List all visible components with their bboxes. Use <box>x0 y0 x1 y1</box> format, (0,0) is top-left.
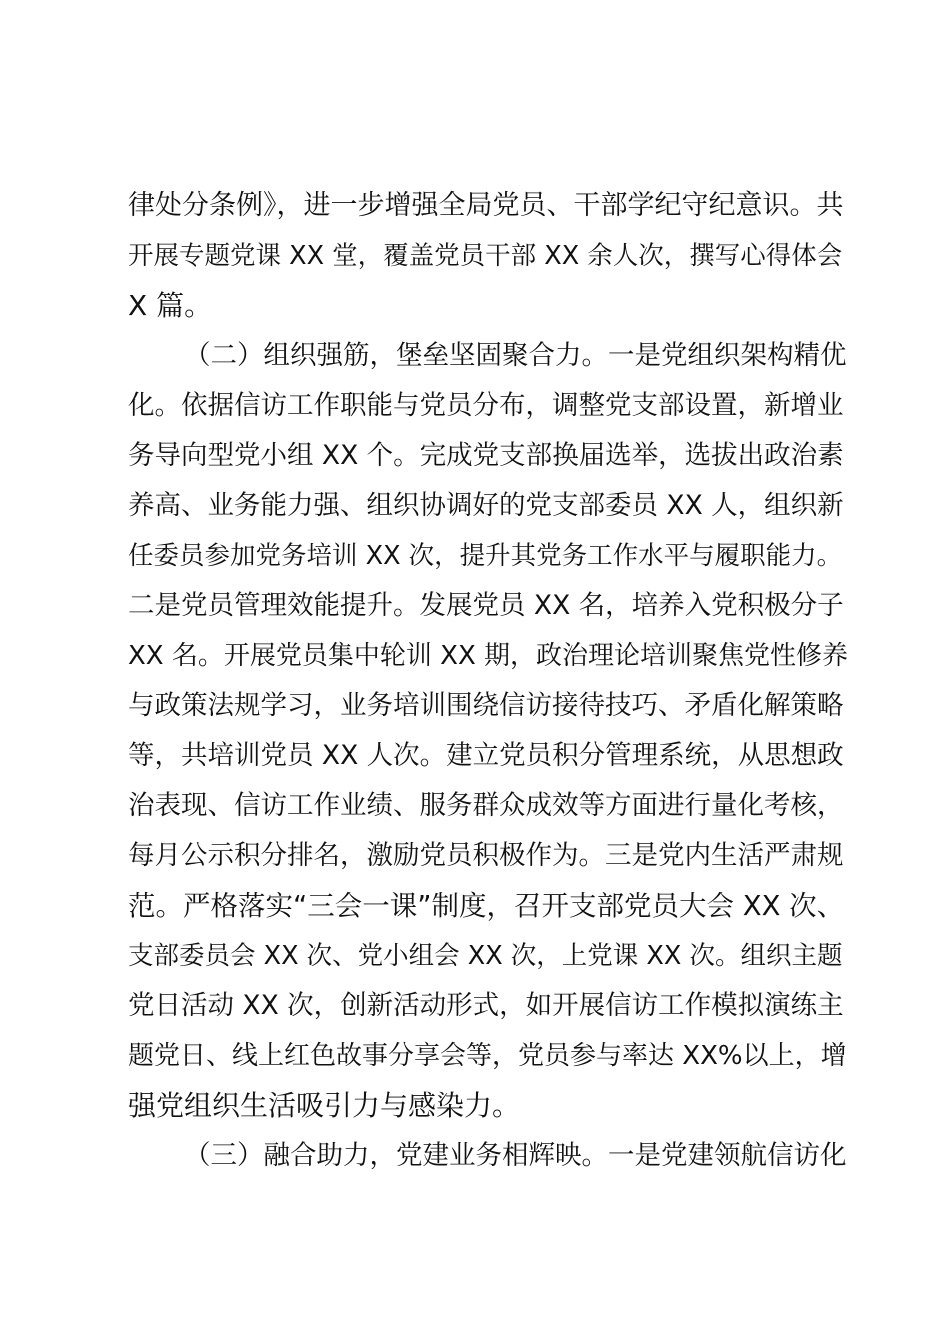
text-line: 养高、业务能力强、组织协调好的党支部委员 XX 人，组织新 <box>128 490 844 521</box>
text-line: 等，共培训党员 XX 人次。建立党员积分管理系统，从思想政 <box>128 740 844 771</box>
text-line: 支部委员会 XX 次、党小组会 XX 次，上党课 XX 次。组织主题 <box>128 941 843 971</box>
section-heading-line: （三）融合助力，党建业务相辉映。一是党建领航信访化 <box>184 1140 847 1171</box>
text-line: 强党组织生活吸引力与感染力。 <box>128 1089 521 1122</box>
text-line: 化。依据信访工作职能与党员分布，调整党支部设置，新增业 <box>128 390 844 421</box>
text-line: 律处分条例》，进一步增强全局党员、干部学纪守纪意识。共 <box>128 190 844 221</box>
section-heading-line: （二）组织强筋，堡垒坚固聚合力。一是党组织架构精优 <box>184 340 847 371</box>
text-line: 党日活动 XX 次，创新活动形式，如开展信访工作模拟演练主 <box>128 990 844 1021</box>
text-line: 每月公示积分排名，激励党员积极作为。三是党内生活严肃规 <box>128 840 844 871</box>
text-line: 二是党员管理效能提升。发展党员 XX 名，培养入党积极分子 <box>128 590 844 621</box>
text-line: 治表现、信访工作业绩、服务群众成效等方面进行量化考核， <box>128 790 844 821</box>
text-line: 务导向型党小组 XX 个。完成党支部换届选举，选拔出政治素 <box>128 440 844 471</box>
text-line: 任委员参加党务培训 XX 次，提升其党务工作水平与履职能力。 <box>128 541 843 571</box>
text-line: 与政策法规学习，业务培训围绕信访接待技巧、矛盾化解策略 <box>128 690 844 721</box>
text-line: X 篇。 <box>128 289 213 322</box>
text-line: 开展专题党课 XX 堂，覆盖党员干部 XX 余人次，撰写心得体会 <box>128 241 843 271</box>
text-line: 题党日、线上红色故事分享会等，党员参与率达 XX%以上，增 <box>128 1041 847 1071</box>
text-line: XX 名。开展党员集中轮训 XX 期，政治理论培训聚焦党性修养 <box>128 641 849 671</box>
text-line: 范。严格落实“三会一课”制度，召开支部党员大会 XX 次、 <box>128 890 845 922</box>
